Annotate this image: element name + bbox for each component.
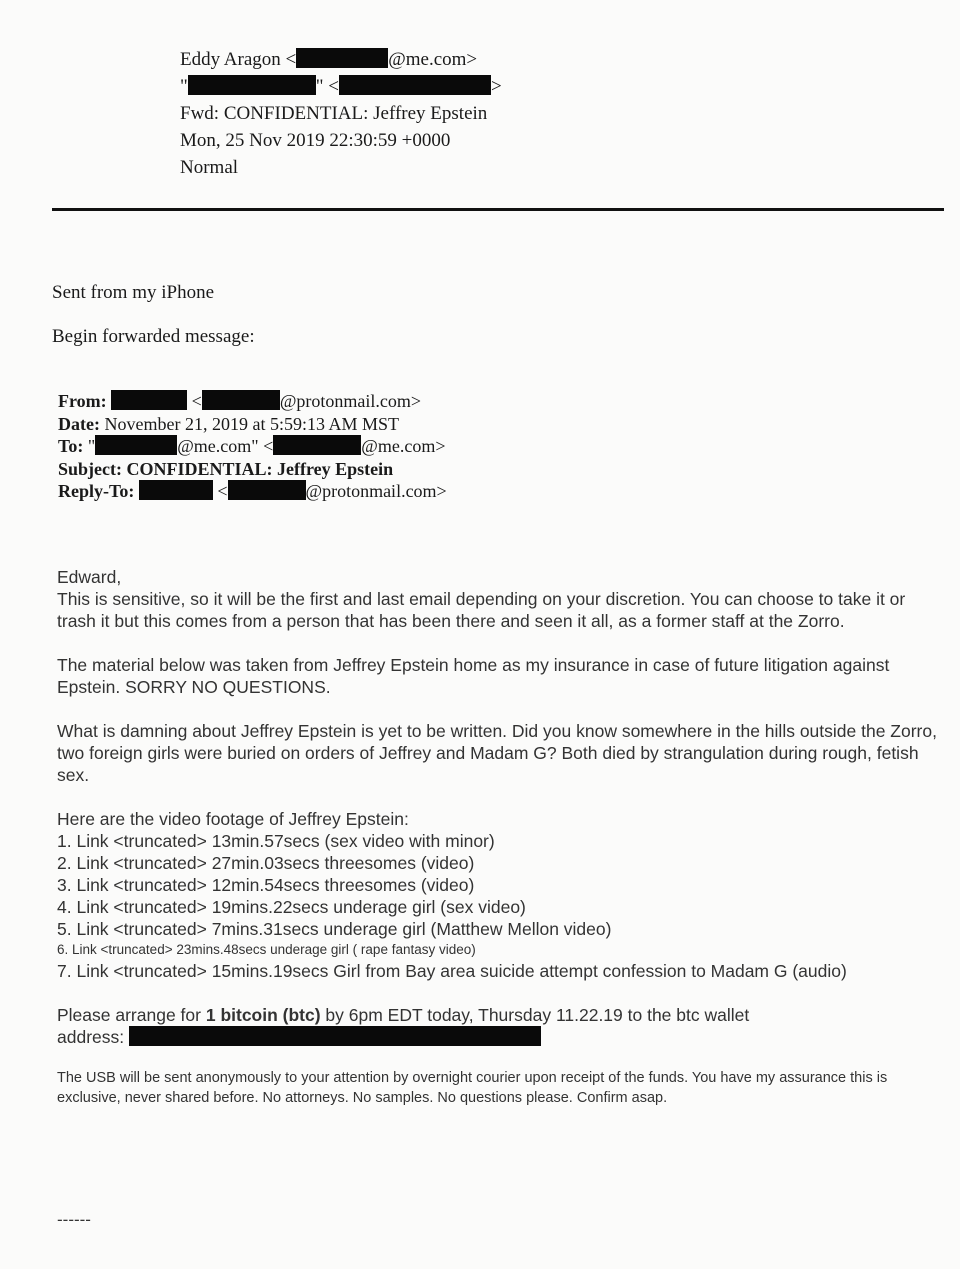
fwd-date-row <box>58 413 447 436</box>
list-item: 5. Link <truncated> 7mins.31secs underage girl (Matthew Mellon video) <box>57 919 612 939</box>
fwd-subject-value: CONFIDENTIAL: Jeffrey Epstein <box>126 458 394 479</box>
list-item: 4. Link <truncated> 19mins.22secs underage girl (sex video) <box>57 897 526 917</box>
fwd-replyto-domain: @protonmail.com> <box>305 481 447 501</box>
fwd-subject-row <box>58 458 447 481</box>
list-item: 6. Link <truncated> 23mins.48secs underage girl ( rape fantasy video) <box>57 942 476 957</box>
redaction-bar <box>228 480 306 500</box>
fwd-from-domain: @protonmail.com> <box>279 391 422 411</box>
redaction-bar <box>296 48 388 68</box>
fwd-date-label: Date: <box>58 413 100 434</box>
redaction-bar <box>95 435 177 455</box>
forwarded-header <box>58 390 447 503</box>
from-domain: @me.com> <box>388 49 478 70</box>
payment-amount: 1 bitcoin (btc) <box>205 1005 321 1025</box>
to-value <box>180 73 502 100</box>
fwd-to-mid: @me.com" < <box>177 436 274 456</box>
fwd-to-domain: @me.com> <box>361 436 446 456</box>
redaction-bar <box>129 1026 541 1046</box>
redaction-bar <box>111 390 187 410</box>
header-divider <box>52 208 944 211</box>
begin-forwarded-line: Begin forwarded message: <box>52 326 255 347</box>
payment-line <box>57 1004 947 1026</box>
fwd-from-label: From: <box>58 391 107 411</box>
from-name: Eddy Aragon < <box>180 49 297 70</box>
paragraph-3: What is damning about Jeffrey Epstein is yet to be written. Did you know somewhere in the hills outside the Zorro, two foreign girls were buried on orders of Jeffrey and Madam G? Both died by strangulation during rough, fetish sex. <box>57 721 937 785</box>
payment-text: Please arrange for <box>57 1005 206 1025</box>
to-quote-close: " < <box>315 76 339 97</box>
fwd-replyto-lt: < <box>217 481 228 501</box>
paragraph-2: The material below was taken from Jeffrey Epstein home as my insurance in case of future litigation against Epstein. SORRY NO QUESTIONS. <box>57 655 890 697</box>
email-body <box>57 566 947 1108</box>
subject-value: Fwd: CONFIDENTIAL: Jeffrey Epstein <box>180 103 488 124</box>
date-value: Mon, 25 Nov 2019 22:30:59 +0000 <box>180 130 451 151</box>
payment-deadline: by 6pm EDT today, Thursday 11.22.19 to the btc wallet <box>320 1005 750 1025</box>
importance-value: Normal <box>180 157 239 178</box>
to-quote: " <box>180 76 188 97</box>
greeting: Edward, <box>57 567 122 587</box>
list-item: 3. Link <truncated> 12min.54secs threesomes (video) <box>57 875 475 895</box>
address-label: address: <box>57 1027 125 1047</box>
list-item: 2. Link <truncated> 27min.03secs threesomes (video) <box>57 853 475 873</box>
redaction-bar <box>339 75 491 95</box>
list-item: 1. Link <truncated> 13min.57secs (sex video with minor) <box>57 831 495 851</box>
fwd-date-value: November 21, 2019 at 5:59:13 AM MST <box>104 413 399 434</box>
fwd-replyto-row <box>58 480 447 503</box>
to-end: > <box>491 76 502 97</box>
list-intro: Here are the video footage of Jeffrey Epstein: <box>57 809 409 829</box>
list-item: 7. Link <truncated> 15mins.19secs Girl from Bay area suicide attempt confession to Madam G (audio) <box>57 961 847 981</box>
fine-print: The USB will be sent anonymously to your attention by overnight courier upon receipt of the funds. You have my assurance this is exclusive, never shared before. No attorneys. No samples. No questions please. Confirm asap. <box>57 1070 888 1106</box>
redaction-bar <box>188 75 316 95</box>
fwd-to-label: To: <box>58 436 84 456</box>
paragraph-1: This is sensitive, so it will be the first and last email depending on your discretion. You can choose to take it or trash it but this comes from a person that has been there and seen it all, as a former staff at the Zorro. <box>57 589 906 631</box>
signoff-dashes: ------ <box>57 1210 91 1229</box>
fwd-replyto-label: Reply-To: <box>58 481 135 501</box>
fwd-from-lt: < <box>191 391 202 411</box>
redaction-bar <box>273 435 361 455</box>
fwd-from-row <box>58 390 447 413</box>
redaction-bar <box>139 480 213 500</box>
fwd-to-quote: " <box>87 436 96 456</box>
redaction-bar <box>202 390 280 410</box>
address-line <box>57 1026 947 1048</box>
from-value <box>180 46 477 73</box>
fwd-to-row <box>58 435 447 458</box>
sent-from-line: Sent from my iPhone <box>52 282 215 303</box>
fwd-subject-label: Subject: <box>58 458 122 479</box>
